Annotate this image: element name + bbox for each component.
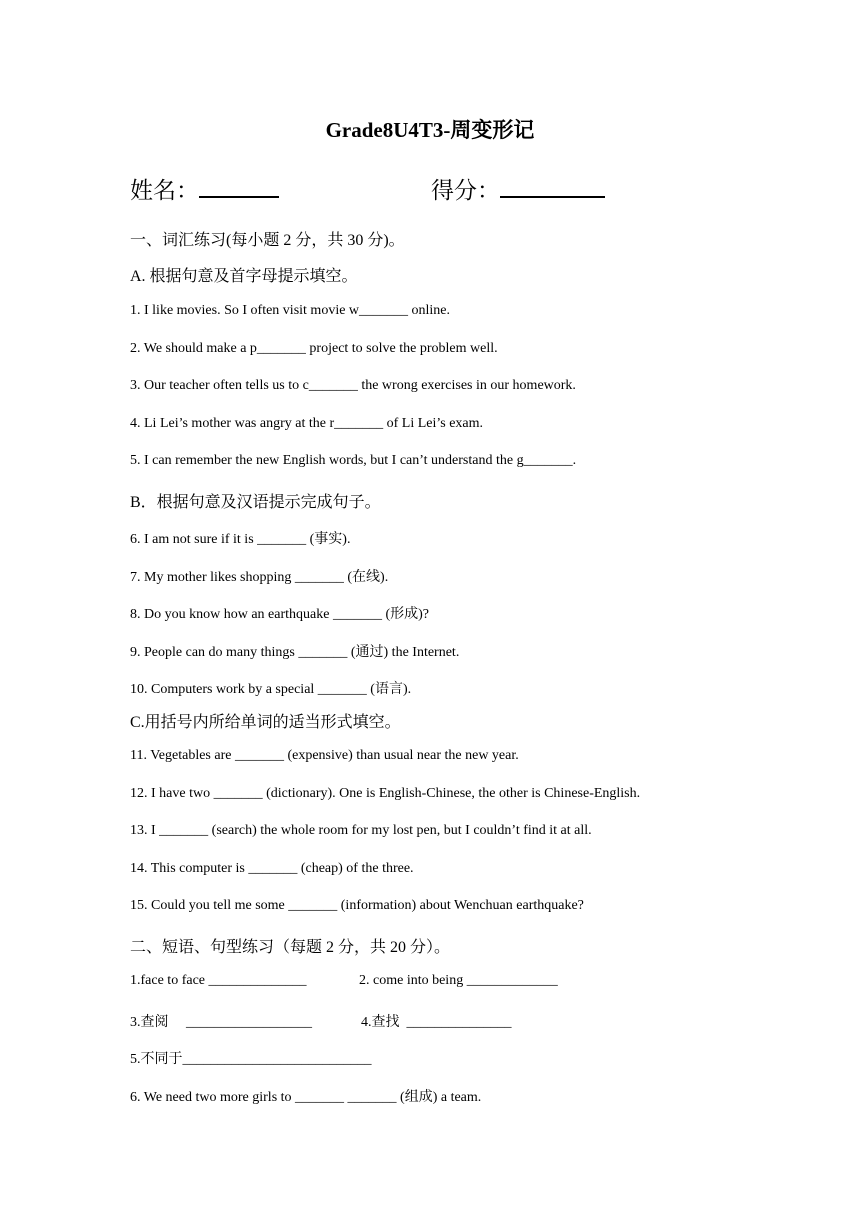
phrase-2: 2. come into being _____________: [359, 973, 558, 988]
phrase-6: 6. We need two more girls to _______ _______ (组成) a team.: [130, 1090, 482, 1105]
question-4: 4. Li Lei’s mother was angry at the r_______ of Li Lei’s exam.: [130, 416, 484, 431]
score-field: [431, 172, 605, 205]
score-blank-line: [500, 178, 605, 198]
question-7: 7. My mother likes shopping _______ (在线).: [130, 570, 389, 585]
question-3: 3. Our teacher often tells us to c_______ the wrong exercises in our homework.: [130, 378, 576, 393]
section1-title: 一、词汇练习(每小题 2 分，共 30 分)。: [130, 232, 405, 249]
partB-title: B．根据句意及汉语提示完成句子。: [130, 494, 381, 511]
question-9: 9. People can do many things _______ (通过) the Internet.: [130, 645, 460, 660]
question-11: 11. Vegetables are _______ (expensive) than usual near the new year.: [130, 748, 519, 763]
page-title: Grade8U4T3-周变形记: [325, 118, 535, 142]
section2-title: 二、短语、句型练习（每题 2 分，共 20 分）。: [130, 939, 451, 956]
partC-title: C.用括号内所给单词的适当形式填空。: [130, 714, 401, 731]
name-field: [130, 172, 279, 205]
phrase-4: 4.查找 _______________: [361, 1015, 512, 1030]
question-10: 10. Computers work by a special _______ (语言).: [130, 682, 412, 697]
question-13: 13. I _______ (search) the whole room for my lost pen, but I couldn’t find it at all.: [130, 823, 592, 838]
phrase-5: 5.不同于___________________________: [130, 1052, 372, 1067]
phrase-1: 1.face to face ______________: [130, 973, 307, 988]
question-2: 2. We should make a p_______ project to solve the problem well.: [130, 341, 498, 356]
question-5: 5. I can remember the new English words, but I can’t understand the g_______.: [130, 453, 577, 468]
partA-title: A. 根据句意及首字母提示填空。: [130, 268, 358, 285]
question-12: 12. I have two _______ (dictionary). One is English-Chinese, the other is Chinese-English.: [130, 786, 641, 801]
question-1: 1. I like movies. So I often visit movie w_______ online.: [130, 303, 451, 318]
question-14: 14. This computer is _______ (cheap) of the three.: [130, 861, 414, 876]
name-blank-line: [199, 178, 279, 198]
question-6: 6. I am not sure if it is _______ (事实).: [130, 532, 351, 547]
score-label: 得分：: [431, 178, 500, 203]
question-15: 15. Could you tell me some _______ (information) about Wenchuan earthquake?: [130, 898, 584, 913]
name-label: 姓名：: [130, 178, 199, 203]
phrase-3: 3.查阅 __________________: [130, 1015, 312, 1030]
question-8: 8. Do you know how an earthquake _______ (形成)?: [130, 607, 429, 622]
